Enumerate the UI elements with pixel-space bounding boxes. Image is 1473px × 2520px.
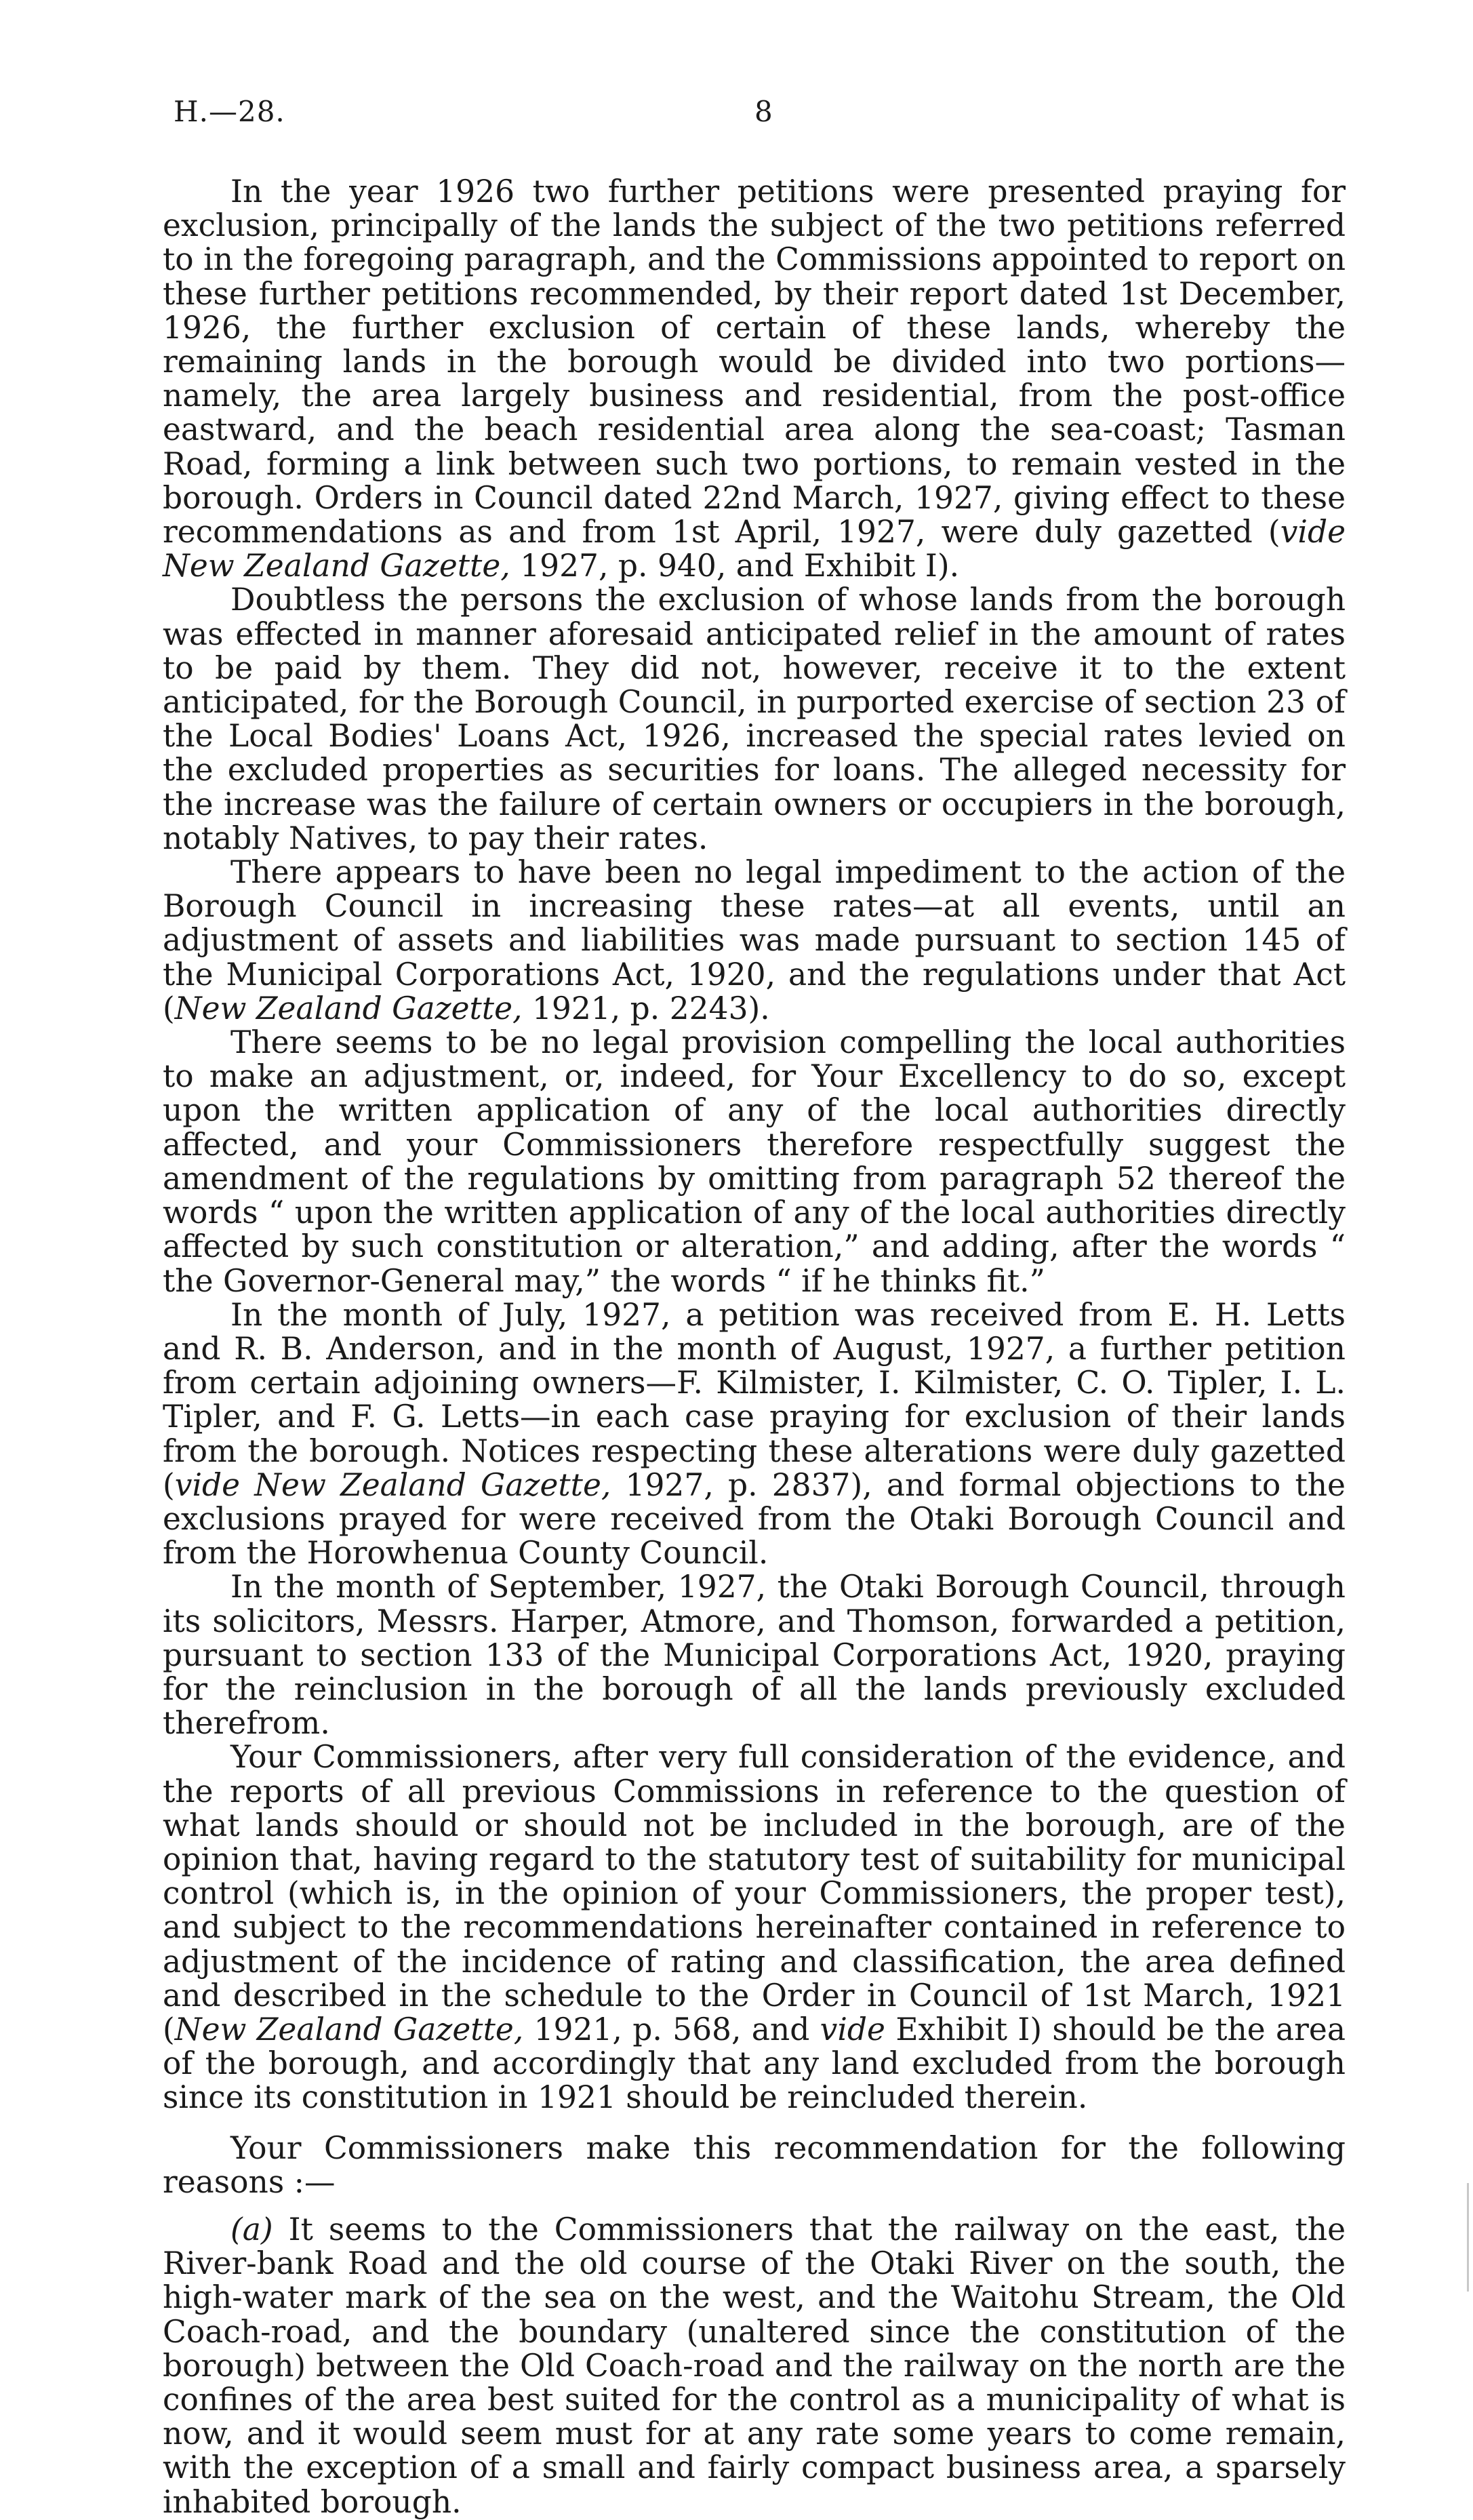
paragraph-legal-impediment [163,856,1346,1026]
paragraph-text: 1921, p. 568, and [523,2011,820,2047]
running-header [174,95,1461,136]
paragraph-text: 1927, p. 940, and Exhibit I). [510,548,960,584]
gazette-citation: vide New Zealand Gazette, [174,1466,611,1503]
reason-label: (a) [230,2211,273,2247]
paragraph-adjustment-provision [163,1026,1346,1298]
document-reference: H.—28. [174,95,285,128]
paragraph-text: Your Commissioners make this recommendation for the following reasons :— [163,2129,1346,2200]
paragraph-text: There appears to have been no legal impediment to the action of the Borough Council in increasing these rates—at all events, until an adjustment of assets and liabilities was made pursuant to section 145 of the Municipal Corporations Act, 1920, and the regulations under that Act ( [163,854,1346,1026]
paragraph-commissioners-opinion [163,1740,1346,2115]
paragraph-text: Exhibit I) should be the area of the borough, and accordingly that any land excluded from the borough since its constitution in 1921 should be reincluded therein. [163,2011,1346,2116]
paragraph-text: In the month of September, 1927, the Otaki Borough Council, through its solicitors, Messrs. Harper, Atmore, and Thomson, forwarded a petition, pursuant to section 133 of the Municipal Corporations Act, 1920, praying for the reinclusion in the borough of all the lands previously excluded therefrom. [163,1569,1346,1742]
paragraph-text: In the month of July, 1927, a petition was received from E. H. Letts and R. B. Anderson, and in the month of August, 1927, a further petition from certain adjoining owners—F. Kilmister, I. Kilmister, C. O. Tipler, I. L. Tipler, and F. G. Letts—in each case praying for exclusion of their lands from the borough. Notices respecting these alterations were duly gazetted ( [163,1296,1346,1503]
paragraph-1926-petitions [163,175,1346,583]
paragraph-text: 1927, p. 2837), and formal objections to the exclusions prayed for were received from the Otaki Borough Council and from the Horowhenua County Council. [163,1466,1346,1572]
paragraph-reasons-intro [163,2129,1346,2200]
vide-reference: vide [820,2011,885,2047]
page-number: 8 [754,95,773,128]
gazette-citation: vide New Zealand Gazette, [163,514,1346,584]
paragraph-text: In the year 1926 two further petitions were presented praying for exclusion, principally of the lands the subject of the two petitions referred to in the foregoing paragraph, and the Commissions appointed to report on these further petitions recommended, by their report dated 1st December, 1926, the further exclusion of certain of these lands, whereby the remaining lands in the borough would be divided into two portions—namely, the area largely business and residential, from the post-office eastward, and the beach residential area along the sea-coast; Tasman Road, forming a link between such two portions, to remain vested in the borough. Orders in Council dated 22nd March, 1927, giving effect to these recommendations as and from 1st April, 1927, were duly gazetted ( [163,174,1346,551]
paragraph-text: There seems to be no legal provision compelling the local authorities to make an adjustment, or, indeed, for Your Excellency to do so, except upon the written application of any of the local authorities directly affected, and your Commissioners therefore respectfully suggest the amendment of the regulations by omitting from paragraph 52 thereof the words “ upon the written application of any of the local authorities directly affected by such constitution or alteration,” and adding, after the words “ the Governor-General may,” the words “ if he thinks fit.” [163,1024,1346,1299]
scan-edge-mark [1467,2183,1469,2292]
paragraph-text: Your Commissioners, after very full consideration of the evidence, and the reports of all previous Commissions in reference to the question of what lands should or should not be included in the borough, are of the opinion that, having regard to the statutory test of suitability for municipal control (which is, in the opinion of your Commissioners, the proper test), and subject to the recommendations hereinafter contained in reference to adjustment of the incidence of rating and classification, the area defined and described in the schedule to the Order in Council of 1st March, 1921 ( [163,1739,1346,2047]
paragraph-rates-relief [163,583,1346,856]
paragraph-text: 1921, p. 2243). [522,990,770,1026]
paragraph-september-petition [163,1570,1346,1740]
gazette-citation: New Zealand Gazette, [174,2011,524,2047]
gazette-citation: New Zealand Gazette, [174,990,523,1026]
paragraph-text: Doubtless the persons the exclusion of whose lands from the borough was effected in manner aforesaid anticipated relief in the amount of rates to be paid by them. They did not, however, receive it to the extent anticipated, for the Borough Council, in purported exercise of section 23 of the Local Bodies' Loans Act, 1926, increased the special rates levied on the excluded properties as securities for loans. The alleged necessity for the increase was the failure of certain owners or occupiers in the borough, notably Natives, to pay their rates. [163,582,1346,856]
paragraph-text: It seems to the Commissioners that the railway on the east, the River-bank Road and the old course of the Otaki River on the south, the high-water mark of the sea on the west, and the Waitohu Stream, the Old Coach-road, and the boundary (unaltered since the constitution of the borough) between the Old Coach-road and the railway on the north are the confines of the area best suited for the control as a municipality of what is now, and it would seem must for at any rate some years to come remain, with the exception of a small and fairly compact business area, a sparsely inhabited borough. [163,2211,1346,2520]
paragraph-july-petition [163,1298,1346,1571]
body-text [163,175,1346,2519]
paragraph-reason-a [163,2213,1346,2519]
